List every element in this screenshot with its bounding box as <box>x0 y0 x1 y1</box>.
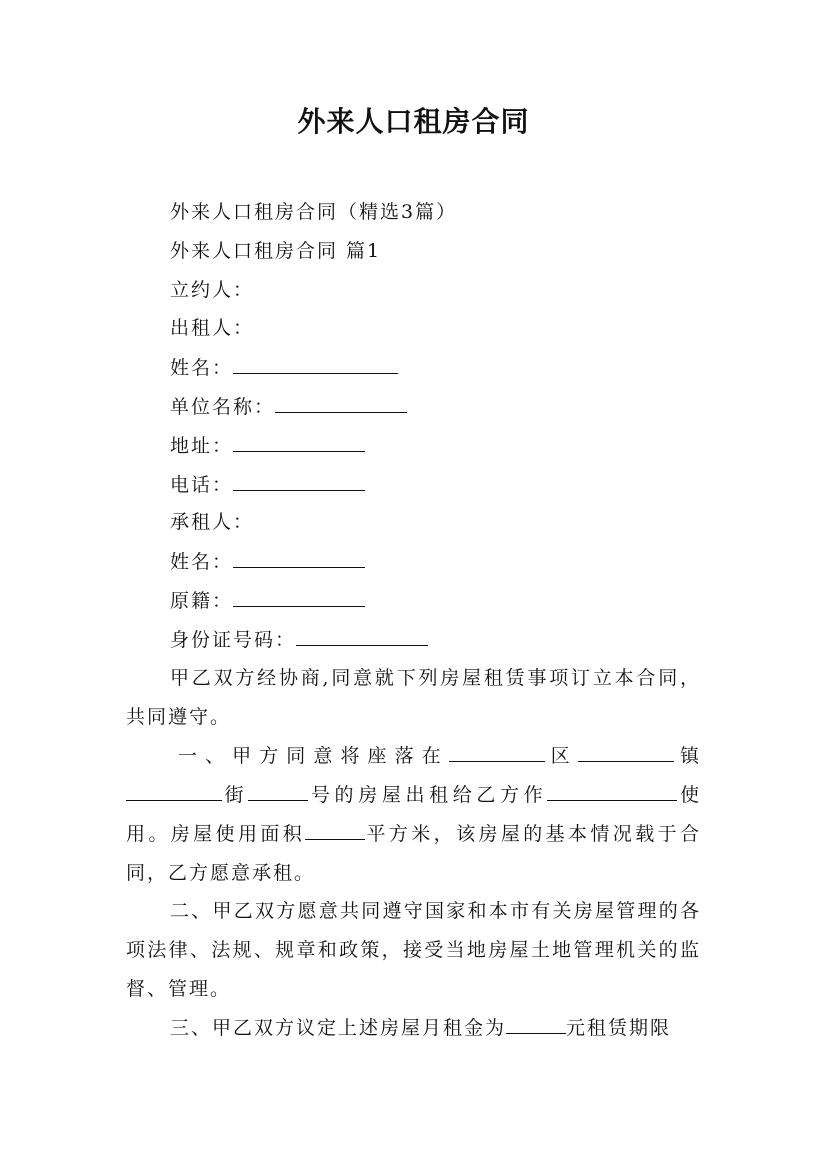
document-title: 外来人口租房合同 <box>297 105 530 138</box>
lessor-company-row <box>170 394 407 419</box>
subtitle-line: 外来人口租房合同（精选3篇） <box>170 201 458 223</box>
clause-3-text-b: 元租赁期限 <box>566 1017 672 1039</box>
lessee-origin-label: 原籍： <box>170 590 234 612</box>
section-heading: 外来人口租房合同 篇1 <box>170 240 382 262</box>
lessor-phone-label: 电话： <box>170 474 234 496</box>
lessee-name-blank <box>233 549 365 568</box>
label-parties: 立约人： <box>170 279 255 301</box>
paragraph-clause-2: 二、甲乙双方愿意共同遵守国家和本市有关房屋管理的各项法律、法规、规章和政策，接受当地房屋土地管理机关的监督、管理。 <box>126 900 701 1000</box>
lessor-address-row <box>170 433 365 458</box>
lessee-id-row <box>170 627 428 652</box>
lessor-phone-blank <box>233 472 365 491</box>
lessor-name-blank <box>233 355 398 374</box>
lessee-name-row <box>170 549 365 574</box>
lessor-company-blank <box>275 394 407 413</box>
district-blank <box>449 743 545 762</box>
label-lessee: 承租人： <box>170 511 255 533</box>
paragraph-clause-3 <box>126 1009 701 1048</box>
lessor-address-blank <box>233 433 365 452</box>
usage-blank <box>547 782 677 801</box>
lessee-id-blank <box>296 627 428 646</box>
clause-1-text-g: 平方米，该房屋的基本情况载于合同，乙方愿意承租。 <box>126 823 701 884</box>
rent-blank <box>506 1015 566 1034</box>
area-blank <box>305 821 365 840</box>
lessee-origin-row <box>170 588 365 613</box>
clause-1-text-b: 区 <box>544 745 578 767</box>
clause-1-text-c: 镇 <box>673 745 701 767</box>
lessor-company-label: 单位名称： <box>170 396 276 418</box>
clause-1-text-e: 号的房屋出租给乙方作 <box>308 784 548 806</box>
paragraph-clause-1 <box>126 737 701 893</box>
number-blank <box>248 782 308 801</box>
clause-1-text-d: 街 <box>222 784 249 806</box>
lessor-name-label: 姓名： <box>170 357 234 379</box>
paragraph-agreement: 甲乙双方经协商,同意就下列房屋租赁事项订立本合同，共同遵守。 <box>126 667 701 728</box>
label-lessor: 出租人： <box>170 317 255 339</box>
clause-3-text-a: 三、甲乙双方议定上述房屋月租金为 <box>170 1017 507 1039</box>
lessee-origin-blank <box>233 588 365 607</box>
lessor-phone-row <box>170 472 365 497</box>
clause-1-text-f: 使用。房屋使用面积 <box>126 784 701 845</box>
lessee-name-label: 姓名： <box>170 551 234 573</box>
lessee-id-label: 身份证号码： <box>170 629 297 651</box>
lessor-name-row <box>170 355 398 380</box>
clause-1-text-a: 一、甲方同意将座落在 <box>178 745 449 767</box>
town-blank <box>578 743 674 762</box>
lessor-address-label: 地址： <box>170 435 234 457</box>
street-blank <box>126 782 222 801</box>
